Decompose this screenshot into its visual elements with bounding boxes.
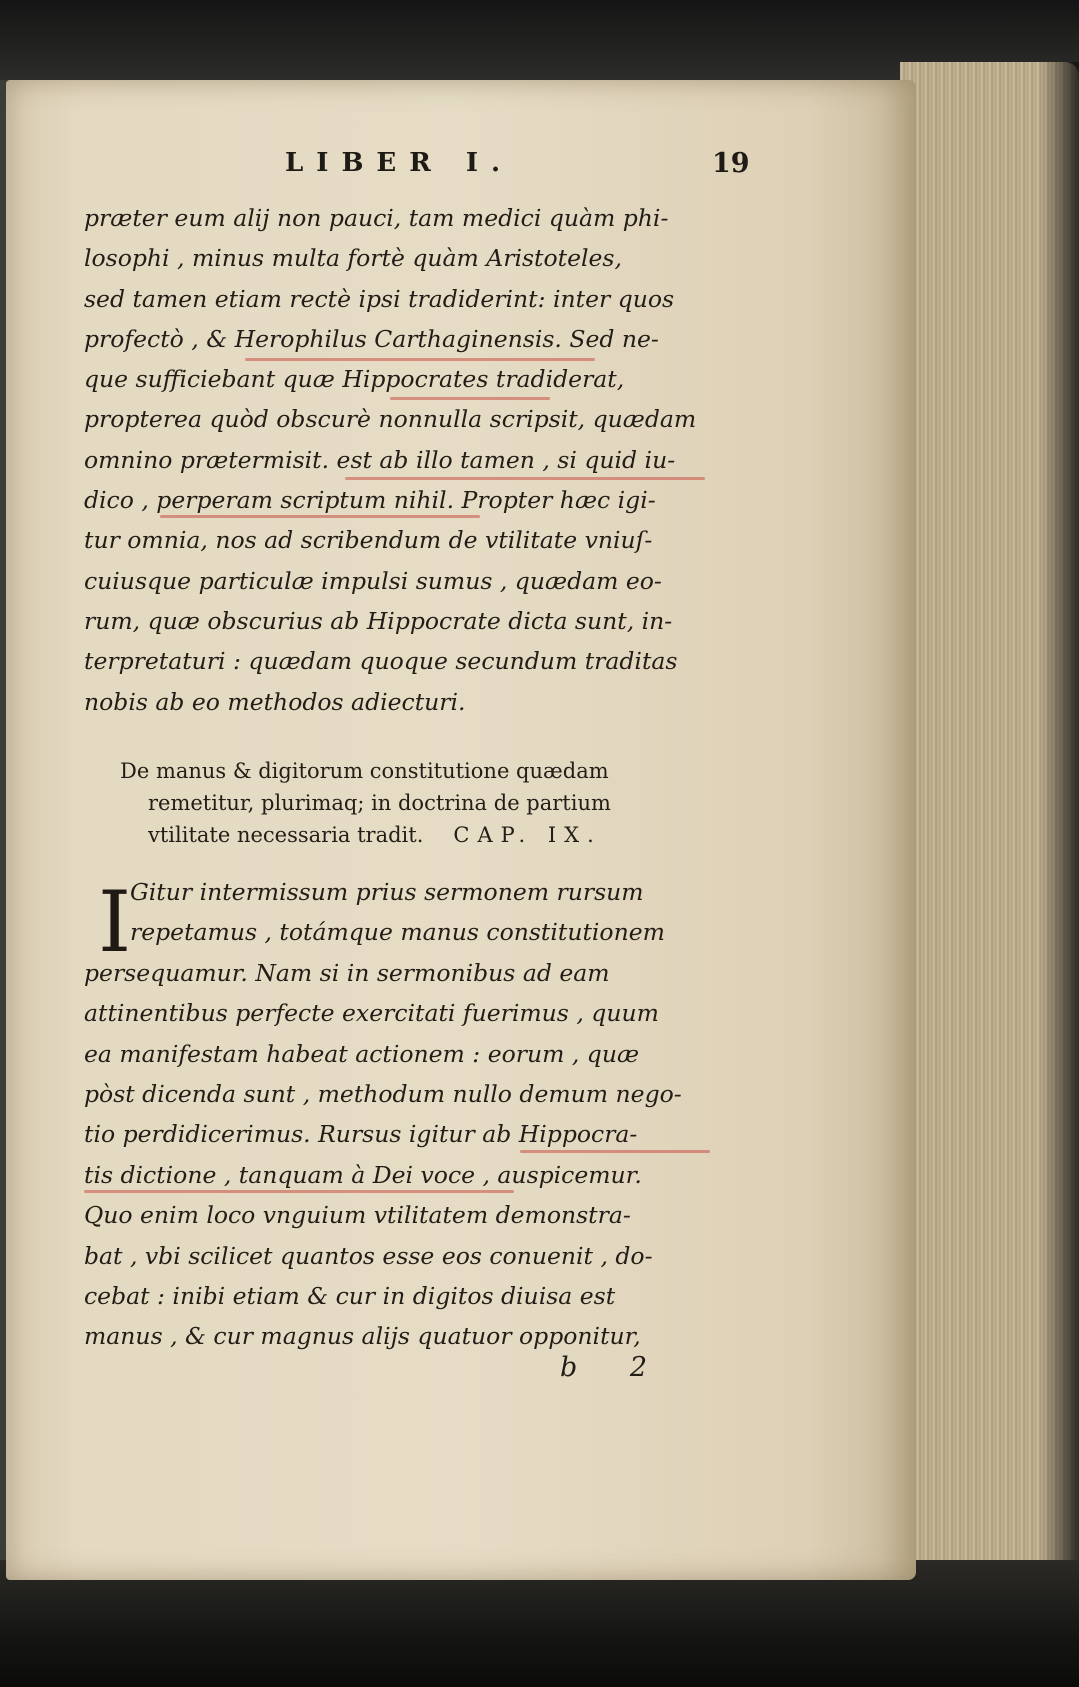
text-line: omnino prætermisit. est ab illo tamen , si quid iu- <box>84 445 676 474</box>
red-underline-hippocrates <box>390 397 550 400</box>
text-line: cebat : inibi etiam & cur in digitos diuisa est <box>84 1281 616 1310</box>
text-line: manus , & cur magnus alijs quatuor opponitur, <box>84 1322 641 1351</box>
text-line: terpretaturi : quædam quoque secundum traditas <box>84 647 678 676</box>
text-line: tio perdidicerimus. Rursus igitur ab Hippocra- <box>84 1120 638 1149</box>
signature-mark: b 2 <box>560 1352 670 1383</box>
chapter-heading-line-3 <box>120 819 720 851</box>
text-line: propterea quòd obscurè nonnulla scripsit, quædam <box>84 405 697 434</box>
text-line: sed tamen etiam rectè ipsi tradiderint: inter quos <box>84 284 675 313</box>
text-line: tis dictione , tanquam à Dei voce , auspicemur. <box>84 1160 642 1189</box>
text-line: pòst dicenda sunt , methodum nullo demum nego- <box>84 1079 682 1108</box>
page-header <box>285 148 750 188</box>
text-line: rum, quæ obscurius ab Hippocrate dicta sunt, in- <box>84 606 673 635</box>
running-head: LIBER I. <box>285 148 514 178</box>
page-edges-stack <box>900 62 1079 1572</box>
text-line: persequamur. Nam si in sermonibus ad eam <box>84 958 610 987</box>
text-line: Gitur intermissum prius sermonem rursum <box>130 878 644 906</box>
text-line: cuiusque particulæ impulsi sumus , quædam eo- <box>84 566 662 595</box>
chapter-heading-text: vtilitate necessaria tradit. <box>148 823 424 847</box>
drop-cap-initial: I <box>98 873 132 971</box>
page-number: 19 <box>712 148 750 179</box>
text-block-top <box>84 198 714 722</box>
text-line: profectò , & Herophilus Carthaginensis. Sed ne- <box>84 324 659 353</box>
text-line: losophi , minus multa fortè quàm Aristoteles, <box>84 244 622 273</box>
chapter-number: CAP. IX. <box>453 823 602 847</box>
text-line: ea manifestam habeat actionem : eorum , quæ <box>84 1039 640 1068</box>
text-line: attinentibus perfecte exercitati fuerimus , quum <box>84 999 659 1028</box>
text-line: que sufficiebant quæ Hippocrates tradiderat, <box>84 365 625 394</box>
text-line: tur omnia, nos ad scribendum de vtilitate vniuſ- <box>84 526 653 555</box>
chapter-heading-line: remetitur, plurimaq; in doctrina de partium <box>148 791 611 815</box>
red-underline-perperam <box>160 515 480 518</box>
text-line: præter eum alij non pauci, tam medici quàm phi- <box>84 204 669 232</box>
text-block-bottom <box>84 872 714 1357</box>
text-line: Quo enim loco vnguium vtilitatem demonstra- <box>84 1201 631 1230</box>
text-line: bat , vbi scilicet quantos esse eos conuenit , do- <box>84 1241 653 1270</box>
red-underline-est-ab-illo <box>345 477 705 480</box>
chapter-heading-line: De manus & digitorum constitutione quædam <box>120 759 609 783</box>
chapter-heading <box>120 755 720 851</box>
text-line: nobis ab eo methodos adiecturi. <box>84 687 466 716</box>
text-line: repetamus , totámque manus constitutionem <box>130 918 665 947</box>
text-line: dico , perperam scriptum nihil. Propter hæc igi- <box>84 486 656 515</box>
red-underline-herophilus <box>245 358 595 361</box>
